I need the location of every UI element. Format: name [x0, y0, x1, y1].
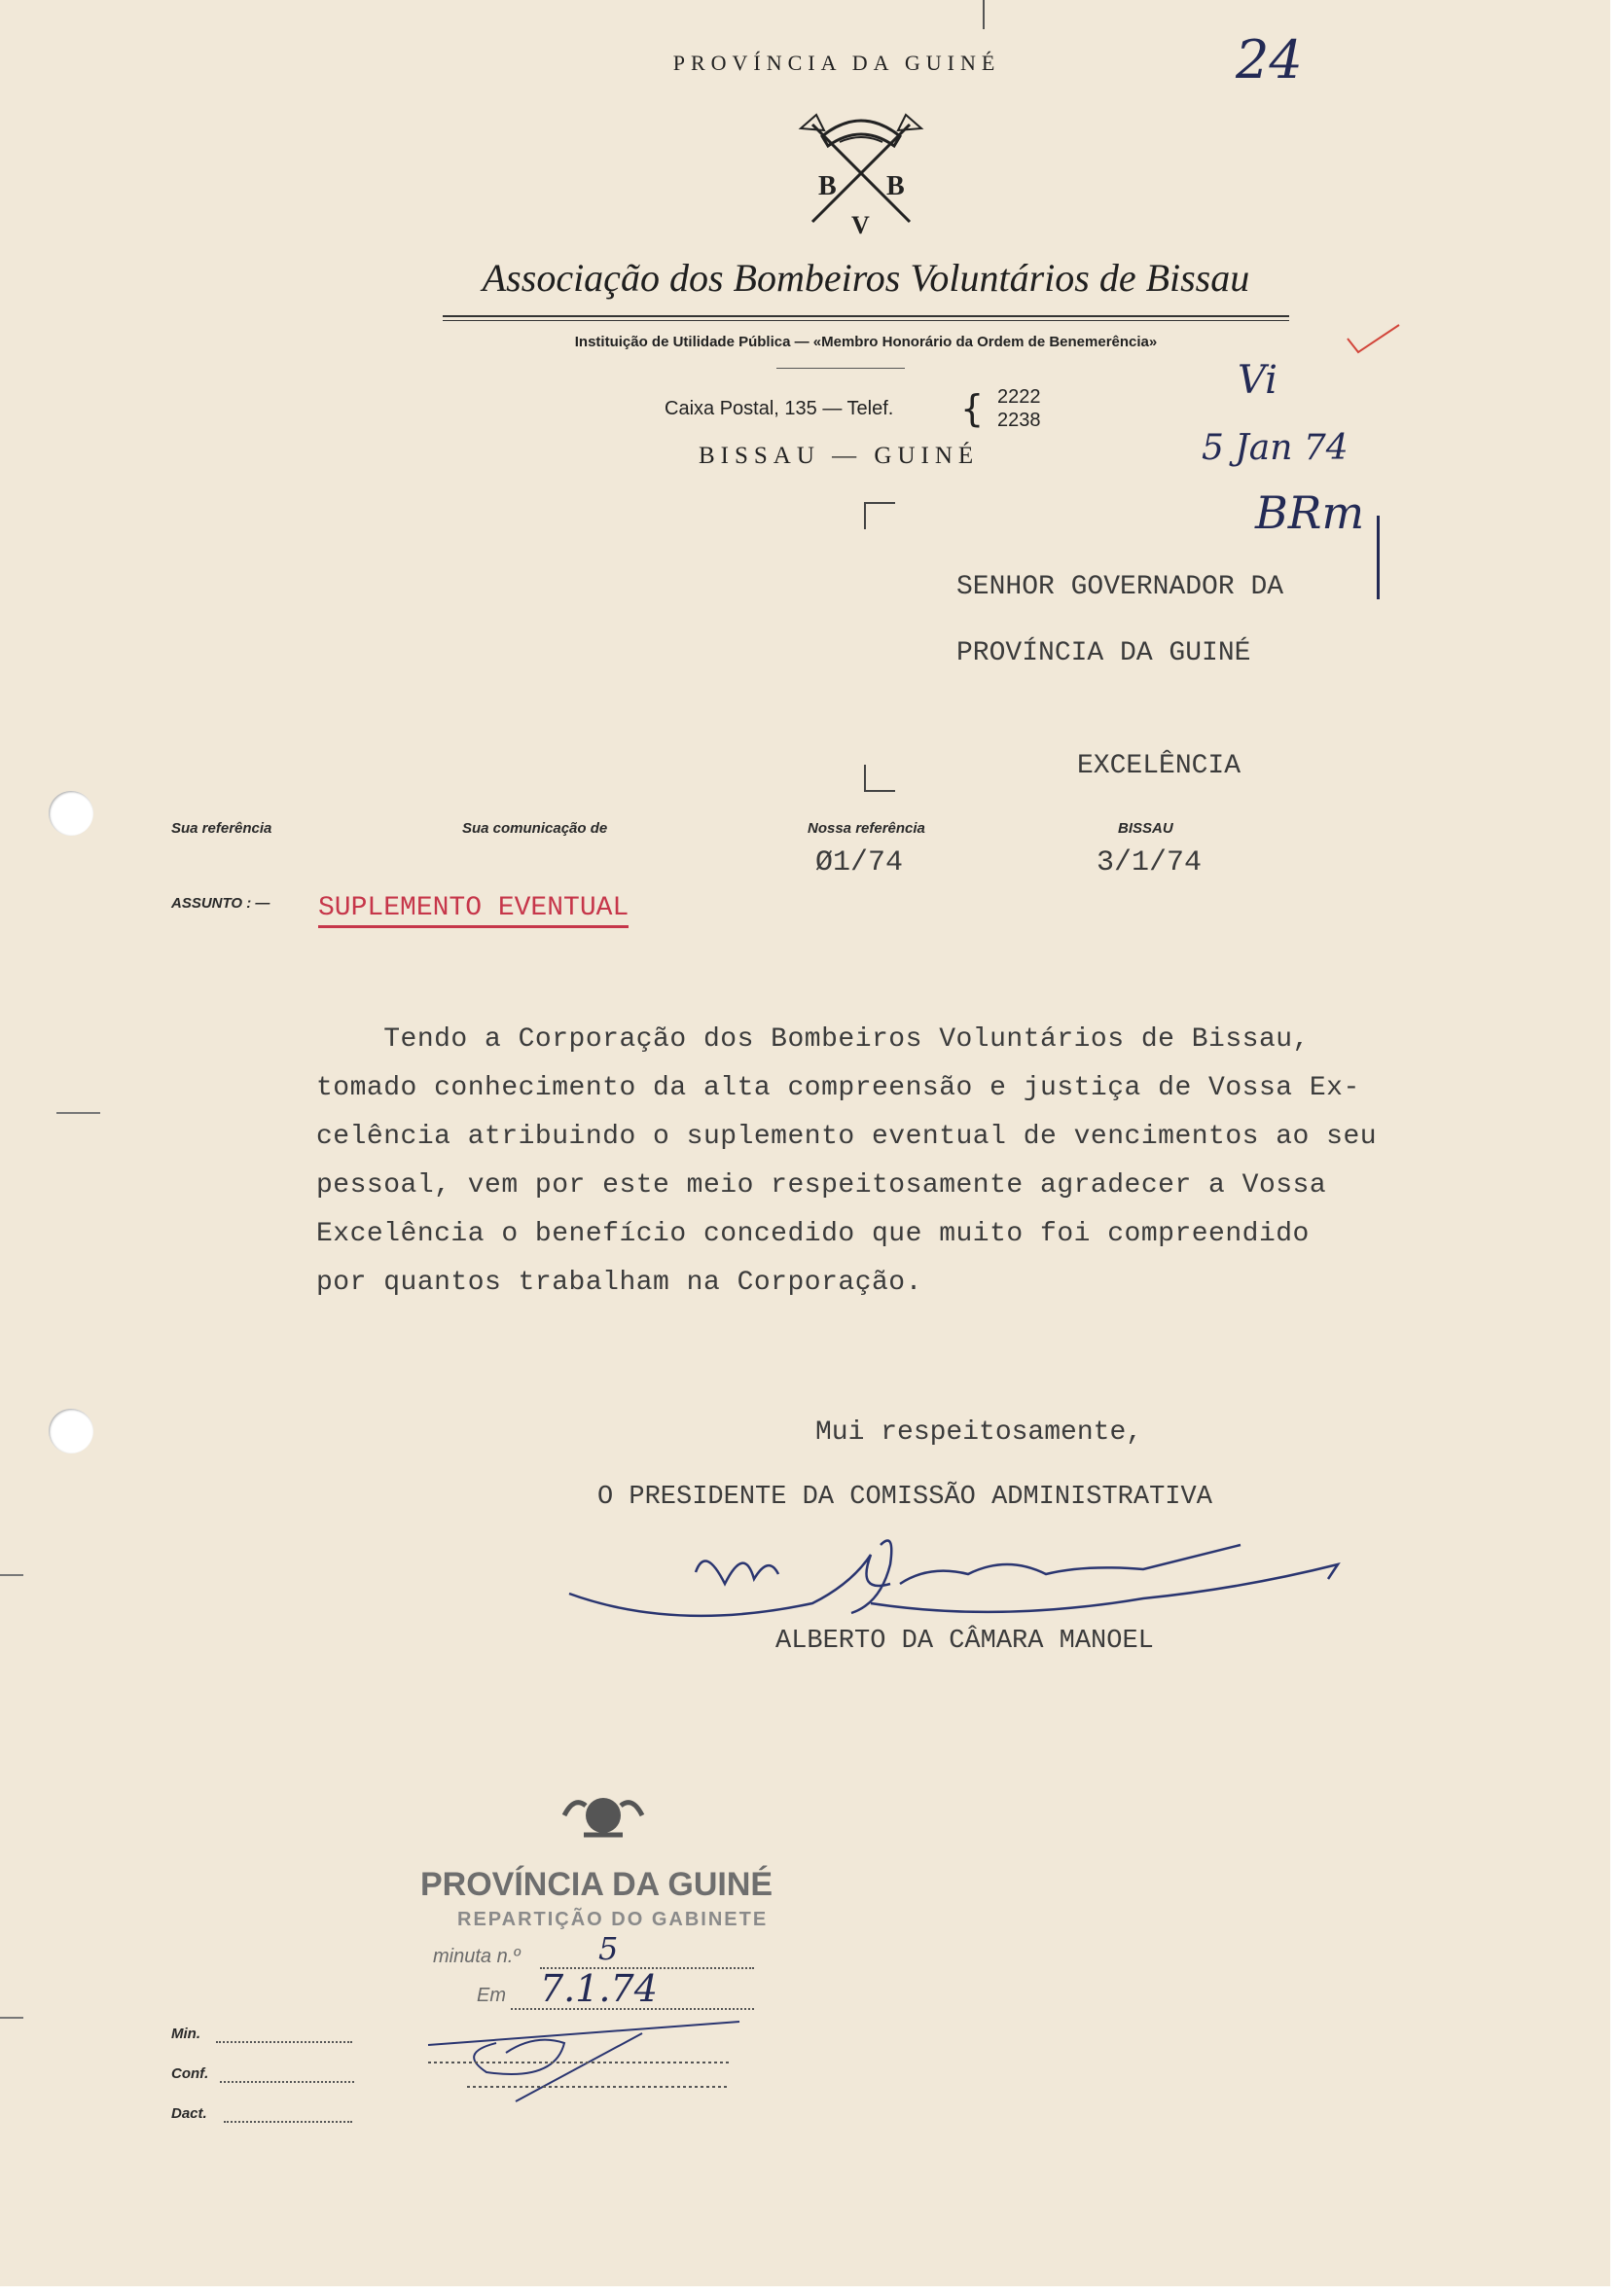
- letterhead-rule: [443, 315, 1289, 321]
- letterhead-city: BISSAU — GUINÉ: [699, 443, 980, 469]
- label-subject: ASSUNTO : —: [171, 895, 270, 912]
- phone-number: 2222: [997, 386, 1041, 408]
- emblem-letter: B: [886, 171, 905, 201]
- fire-brigade-emblem: [783, 105, 939, 241]
- letterhead-province: PROVÍNCIA DA GUINÉ: [672, 51, 1001, 75]
- label-nossa-referencia: Nossa referência: [808, 820, 925, 837]
- stamp-line: REPARTIÇÃO DO GABINETE: [457, 1909, 769, 1930]
- postal-info: Caixa Postal, 135 — Telef.: [665, 398, 894, 419]
- footer-dotted-line: [216, 2041, 352, 2043]
- check-mark-icon: [1345, 321, 1403, 360]
- margin-mark: [983, 0, 985, 29]
- body-line: por quantos trabalham na Corporação.: [316, 1268, 922, 1298]
- stamp-scribble: [418, 2004, 769, 2111]
- window-corner: [864, 502, 895, 529]
- association-name: Associação dos Bombeiros Voluntários de Bissau: [482, 256, 1250, 300]
- emblem-letter: B: [818, 171, 837, 201]
- recipient-line: PROVÍNCIA DA GUINÉ: [956, 638, 1251, 668]
- margin-mark: [0, 2017, 23, 2019]
- body-line: pessoal, vem por este meio respeitosamente agradecer a Vossa: [316, 1170, 1327, 1201]
- body-line: Tendo a Corporação dos Bombeiros Voluntários de Bissau,: [316, 1024, 1310, 1055]
- letterhead-short-rule: [776, 368, 905, 369]
- footer-dotted-line: [220, 2081, 354, 2083]
- label-place: BISSAU: [1118, 820, 1173, 837]
- page-number: 24: [1236, 29, 1303, 90]
- footer-label: Min.: [171, 2026, 200, 2042]
- body-line: tomado conhecimento da alta compreensão e justiça de Vossa Ex-: [316, 1073, 1360, 1103]
- annotation-seen: Vi: [1238, 358, 1277, 403]
- annotation-initials: BRm: [1255, 486, 1365, 539]
- annotation-date: 5 Jan 74: [1202, 428, 1349, 468]
- punch-hole: [49, 1409, 93, 1453]
- stamp-date-value: 7.1.74: [540, 1967, 658, 2010]
- stamp-line: PROVÍNCIA DA GUINÉ: [420, 1866, 774, 1903]
- signatory-name: ALBERTO DA CÂMARA MANOEL: [775, 1627, 1154, 1656]
- coat-of-arms-icon: [555, 1786, 652, 1845]
- closing: Mui respeitosamente,: [815, 1417, 1143, 1448]
- margin-mark: [56, 1112, 100, 1114]
- letterhead-subtitle: Instituição de Utilidade Pública — «Membro Honorário da Ordem de Benemerência»: [574, 334, 1158, 350]
- subject-value: SUPLEMENTO EVENTUAL: [318, 893, 629, 928]
- recipient-salutation: EXCELÊNCIA: [1077, 751, 1241, 781]
- phone-number: 2238: [997, 410, 1041, 431]
- label-sua-comunicacao: Sua comunicação de: [462, 820, 608, 837]
- recipient-line: SENHOR GOVERNADOR DA: [956, 572, 1284, 602]
- body-line: Excelência o benefício concedido que muito foi compreendido: [316, 1219, 1310, 1249]
- margin-mark: [0, 1574, 23, 1576]
- value-nossa-referencia: Ø1/74: [815, 846, 904, 879]
- footer-label: Dact.: [171, 2105, 207, 2122]
- signatory-title: O PRESIDENTE DA COMISSÃO ADMINISTRATIVA: [597, 1483, 1212, 1512]
- stamp-entry-label: minuta n.º: [433, 1946, 521, 1967]
- stamp-entry-value: 5: [598, 1930, 619, 1967]
- window-corner: [864, 765, 895, 792]
- signature: [559, 1525, 1396, 1642]
- emblem-letter: V: [851, 211, 870, 239]
- footer-dotted-line: [224, 2121, 352, 2123]
- phone-brace: {: [960, 387, 985, 430]
- stamp-date-label: Em: [477, 1985, 506, 2006]
- label-sua-referencia: Sua referência: [171, 820, 272, 837]
- punch-hole: [49, 791, 93, 836]
- value-date: 3/1/74: [1097, 846, 1203, 879]
- body-line: celência atribuindo o suplemento eventual de vencimentos ao seu: [316, 1122, 1378, 1152]
- annotation-stroke: [1377, 516, 1380, 599]
- footer-label: Conf.: [171, 2065, 209, 2082]
